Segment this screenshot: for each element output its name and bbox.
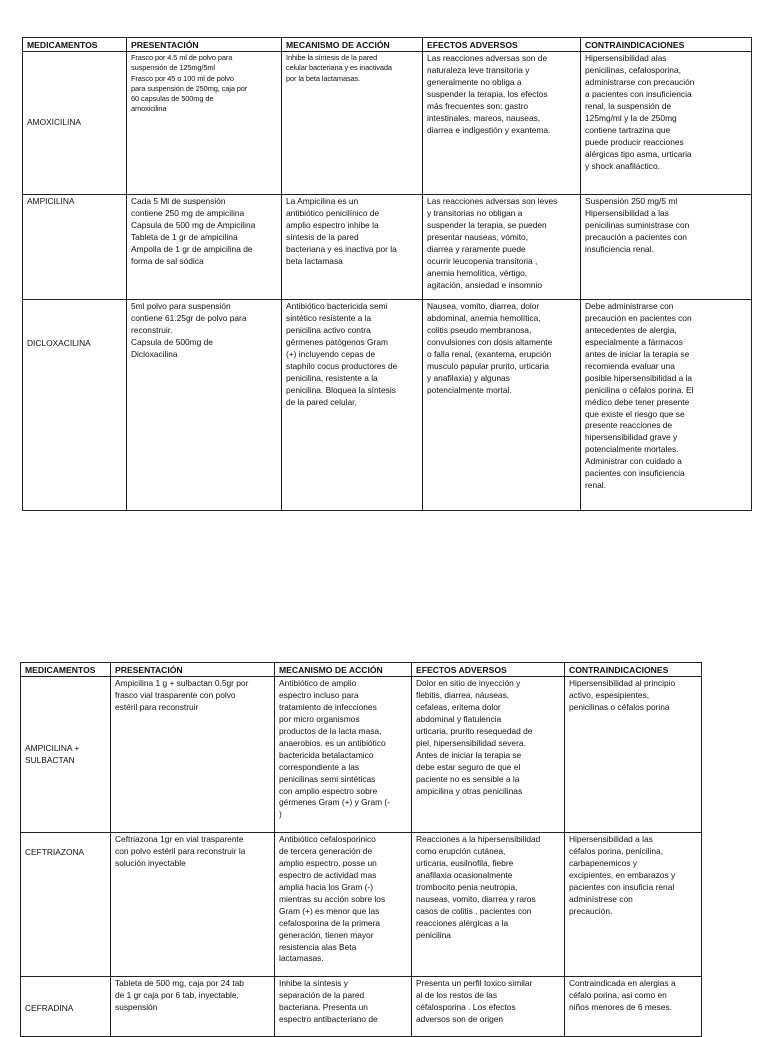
adverse-effects-cell: Las reacciones adversas son de naturaleza leve transitoria y generalmente no obliga a suspender la terapia, los efectos más frecuentes son: gastro intestinales, mareos, nauseas, diarrea e indigestión y exantema.	[423, 52, 581, 195]
table-row	[23, 195, 752, 300]
presentation-cell: Ceftriazona 1gr en vial trasparente con polvo estéril para reconstruir la solución inyectable	[111, 833, 275, 977]
mechanism-cell: Antibiótico de amplio espectro incluso para tratamiento de infecciones por micro organismos productos de la lacta masa, anaerobios. es un antibiótico bactericida betalactamico correspondiente a las penicilinas semi sintéticas con amplio espectro sobre gérmenes Gram (+) y Gram (- )	[275, 677, 412, 833]
header-contraindicaciones: CONTRAINDICACIONES	[581, 38, 752, 52]
presentation-cell: 5ml polvo para suspensión contiene 61.25gr de polvo para reconstruir. Capsula de 500mg de Dicloxacilina	[127, 300, 282, 511]
contraindications-cell: Hipersensibilidad a las céfalos porina, penicilina, carbapenemicos y excipientes, en embarazos y pacientes con insuficia renal adminístrese con precaución.	[565, 833, 702, 977]
table-row	[21, 977, 702, 1037]
table-row	[23, 52, 752, 195]
mechanism-cell: Antibiótico bactericida semi sintético resistente a la penicilina activo contra gérmenes patógenos Gram (+) incluyendo cepas de staphilo cocus productores de penicilina, resistente a la penicilina. Bloquea la síntesis de la pared celular,	[282, 300, 423, 511]
mechanism-cell: Antibiótico cefalosporinico de tercera generación de amplio espectro, posse un espectro de actividad mas amplia hacia los Gram (-) mientras su acción sobre los Gram (+) es menor que las cefalosporina de la primera generación, tienen mayor resistencia alas Beta lactamasas.	[275, 833, 412, 977]
header-medicamentos: MEDICAMENTOS	[21, 663, 111, 677]
presentation-cell: Tableta de 500 mg, caja por 24 tab de 1 gr caja por 6 tab, inyectable, suspensión	[111, 977, 275, 1037]
medication-name: CEFRADINA	[21, 977, 111, 1037]
adverse-effects-cell: Nausea, vomito, diarrea, dolor abdominal, anemia hemolítica, colitis pseudo membranosa, convulsiones con dosis altamente o falla renal, (exantema, erupción musculo papular prurito, urticaria y anafilaxia) y algunas potencialmente mortal.	[423, 300, 581, 511]
medications-table-1	[22, 37, 752, 511]
header-efectos: EFECTOS ADVERSOS	[412, 663, 565, 677]
contraindications-cell: Hipersensibilidad alas penicilinas, cefalosporina, administrarse con precaución a pacientes con insuficiencia renal, la suspensión de 125mg/ml y la de 250mg contiene tartrazina que puede producir reacciones alérgicas tipo asma, urticaria y shock anafiláctico.	[581, 52, 752, 195]
presentation-cell: Ampicilina 1 g + sulbactan 0.5gr por frasco vial trasparente con polvo estéril para reconstruir	[111, 677, 275, 833]
medication-name: AMPICILINA + SULBACTAN	[21, 677, 111, 833]
contraindications-cell: Suspensión 250 mg/5 ml Hipersensibilidad a las penicilinas suministrase con precaución a pacientes con insuficiencia renal.	[581, 195, 752, 300]
header-presentacion: PRESENTACIÓN	[111, 663, 275, 677]
mechanism-cell: Inhibe la síntesis y separación de la pared bacteriana. Presenta un espectro antibacteriano de	[275, 977, 412, 1037]
adverse-effects-cell: Reacciones a la hipersensibilidad como erupción cutánea, urticaria, eusilnofila, fiebre anafilaxia ocasionalmente trombocito penia neutropia, nauseas, vomito, diarrea y raros casos de colitis , pacientes con reacciones alérgicas a la penicilina	[412, 833, 565, 977]
presentation-cell: Cada 5 Ml de suspensión contiene 250 mg de ampicilina Capsula de 500 mg de Ampicilina Tableta de 1 gr de ampicilina Ampolla de 1 gr de ampicilina de forma de sal sódica	[127, 195, 282, 300]
table-row	[21, 677, 702, 833]
table-header-row	[21, 663, 702, 677]
medication-name: AMOXICILINA	[23, 52, 127, 195]
header-contraindicaciones: CONTRAINDICACIONES	[565, 663, 702, 677]
contraindications-cell: Hipersensibilidad al principio activo, espesipientes, penicilinas o céfalos porina	[565, 677, 702, 833]
table-row	[21, 833, 702, 977]
table-row	[23, 300, 752, 511]
contraindications-cell: Contraindicada en alergias a céfalo porina, asi como en niños menores de 6 meses.	[565, 977, 702, 1037]
adverse-effects-cell: Las reacciones adversas son leves y transitorias no obligan a suspender la terapia, se pueden presentar nauseas, vómito, diarrea y raramente puede ocurrir leucopenia transitoria , anemia hemolítica, vértigo, agitación, ansiedad e insomnio	[423, 195, 581, 300]
mechanism-cell: La Ampicilina es un antibiótico penicilínico de amplio espectro inhibe la síntesis de la pared bacteriana y es inactiva por la beta lactamasa	[282, 195, 423, 300]
medications-table-2	[20, 662, 702, 1037]
table-header-row	[23, 38, 752, 52]
header-mecanismo: MECANISMO DE ACCIÓN	[282, 38, 423, 52]
mechanism-cell: Inhibe la síntesis de la pared celular bacteriana y es inactivada por la beta lactamasas.	[282, 52, 423, 195]
header-medicamentos: MEDICAMENTOS	[23, 38, 127, 52]
header-efectos: EFECTOS ADVERSOS	[423, 38, 581, 52]
header-mecanismo: MECANISMO DE ACCIÓN	[275, 663, 412, 677]
adverse-effects-cell: Presenta un perfil toxico similar al de los restos de las céfalosporina . Los efectos adversos son de origen	[412, 977, 565, 1037]
contraindications-cell: Debe administrarse con precaución en pacientes con antecedentes de alergia, especialmente a fármacos antes de iniciar la terapia se recomienda evaluar una posible hipersensibilidad a la penicilina o céfalos porina. El médico debe tener presente que existe el riesgo que se presente reacciones de hipersensibilidad grave y potencialmente mortales. Administrar con cuidado a pacientes con insuficiencia renal.	[581, 300, 752, 511]
adverse-effects-cell: Dolor en sitio de inyección y flebitis, diarrea, náuseas, cefaleas, eritema dolor abdominal y flatulencia urticaria, prurito resequedad de piel, hipersensibilidad severa. Antes de iniciar la terapia se debe estar seguro de que el paciente no es sensible a la ampicilina y otras penicilinas	[412, 677, 565, 833]
presentation-cell: Frasco por 4.5 ml de polvo para suspensión de 125mg/5ml Frasco por 45 o 100 ml de polvo para suspensión de 250mg, caja por 60 capsulas de 500mg de amoxicilina	[127, 52, 282, 195]
medication-name: DICLOXACILINA	[23, 300, 127, 511]
medication-name: CEFTRIAZONA	[21, 833, 111, 977]
medication-name: AMPICILINA	[23, 195, 127, 300]
header-presentacion: PRESENTACIÓN	[127, 38, 282, 52]
